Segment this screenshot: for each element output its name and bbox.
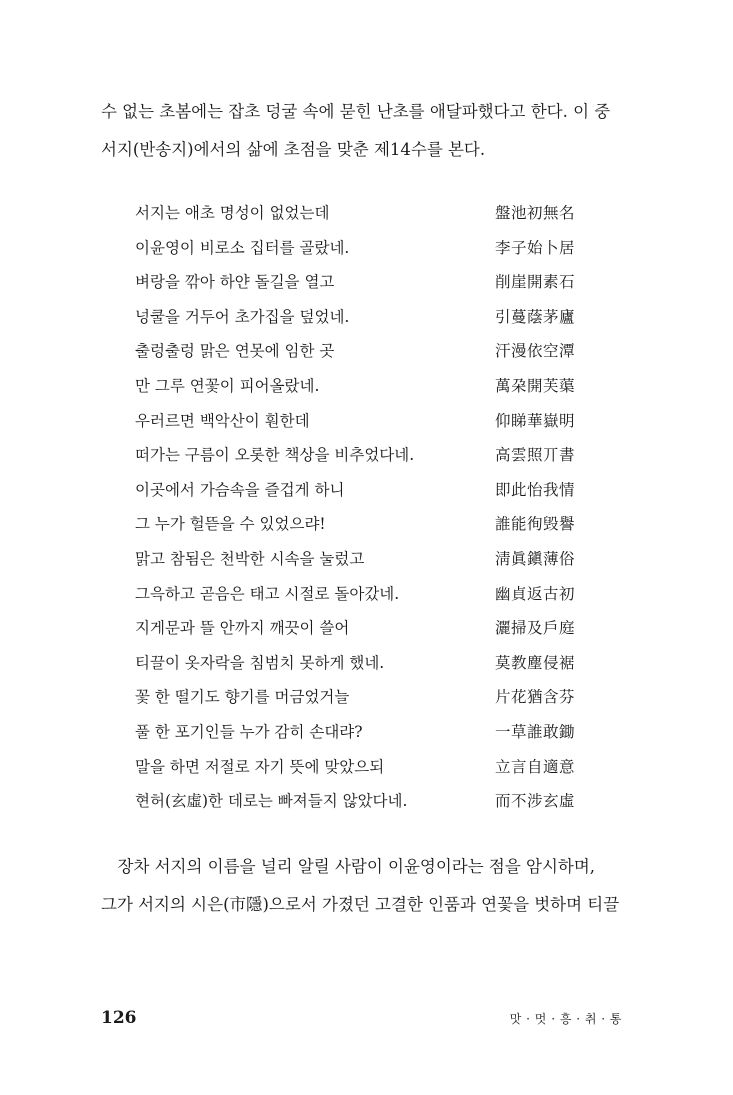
poem-hanja-text: 片花猶含芬 <box>494 688 575 707</box>
poem-korean-text: 그윽하고 곧음은 태고 시절로 돌아갔네. <box>135 584 400 603</box>
poem-hanja-text: 仰睇華嶽明 <box>494 411 575 430</box>
poem-korean-text: 벼랑을 깎아 하얀 돌길을 열고 <box>135 273 335 292</box>
poem-korean-text: 지게문과 뜰 안까지 깨끗이 쓸어 <box>135 619 350 638</box>
poem-line <box>135 611 575 646</box>
poem-hanja-text: 灑掃及戶庭 <box>494 619 575 638</box>
paragraph-bottom <box>101 848 625 924</box>
poem-korean-text: 현허(玄虛)한 데로는 빠져들지 않았다네. <box>135 792 408 811</box>
poem-korean-text: 티끌이 옷자락을 침범치 못하게 했네. <box>135 653 385 672</box>
poem-korean-text: 우러르면 백악산이 훤한데 <box>135 411 310 430</box>
poem-line <box>135 196 575 231</box>
poem-korean-text: 그 누가 헐뜯을 수 있었으랴! <box>135 515 326 534</box>
paragraph-line: 수 없는 초봄에는 잡초 덩굴 속에 묻힌 난초를 애달파했다고 한다. 이 중 <box>101 102 611 121</box>
poem-korean-text: 풀 한 포기인들 누가 감히 손대랴? <box>135 722 363 741</box>
poem-line <box>135 404 575 439</box>
poem-line <box>135 438 575 473</box>
poem-line <box>135 680 575 715</box>
poem-hanja-text: 李子始卜居 <box>494 238 575 257</box>
poem-korean-text: 서지는 애초 명성이 없었는데 <box>135 204 330 222</box>
poem-line <box>135 507 575 542</box>
poem-korean-text: 꽃 한 떨기도 향기를 머금었거늘 <box>135 688 350 707</box>
poem-line <box>135 577 575 612</box>
poem-line <box>135 265 575 300</box>
paragraph-top <box>101 93 625 169</box>
poem-hanja-text: 盤池初無名 <box>494 204 575 222</box>
poem-line <box>135 715 575 750</box>
poem-hanja-text: 萬朶開芙蕖 <box>494 376 575 395</box>
poem-line <box>135 784 575 819</box>
poem-hanja-text: 立言自適意 <box>494 757 575 776</box>
poem-korean-text: 맑고 참됨은 천박한 시속을 눌렀고 <box>135 549 365 568</box>
paragraph-line: 그가 서지의 시은(市隱)으로서 가졌던 고결한 인품과 연꽃을 벗하며 티끌 <box>101 895 620 914</box>
poem-hanja-text: 汗漫依空潭 <box>494 342 575 361</box>
paragraph-line: 서지(반송지)에서의 삶에 초점을 맞춘 제14수를 본다. <box>101 140 486 159</box>
poem-hanja-text: 即此怡我情 <box>494 480 575 499</box>
poem-korean-text: 떠가는 구름이 오롯한 책상을 비추었다네. <box>135 446 415 465</box>
poem-hanja-text: 高雲照丌書 <box>494 446 575 465</box>
poem-korean-text: 넝쿨을 거두어 초가집을 덮었네. <box>135 307 350 326</box>
poem-hanja-text: 莫教塵侵裾 <box>494 653 575 672</box>
page-number: 126 <box>101 1008 137 1028</box>
poem-hanja-text: 幽貞返古初 <box>494 584 575 603</box>
poem-line <box>135 646 575 681</box>
poem-korean-text: 말을 하면 저절로 자기 뜻에 맞았으되 <box>135 757 385 776</box>
poem-korean-text: 이윤영이 비로소 집터를 골랐네. <box>135 238 350 257</box>
poem-line <box>135 473 575 508</box>
poem-hanja-text: 一草誰敢鋤 <box>494 722 575 741</box>
poem-line <box>135 369 575 404</box>
poem-line <box>135 231 575 266</box>
poem-line <box>135 750 575 785</box>
paragraph-line: 장차 서지의 이름을 널리 알릴 사람이 이윤영이라는 점을 암시하며, <box>101 857 596 876</box>
poem-hanja-text: 誰能徇毁譽 <box>494 515 575 534</box>
poem-hanja-text: 削崖開素石 <box>494 273 575 292</box>
poem-hanja-text: 而不涉玄虛 <box>494 792 575 811</box>
poem-korean-text: 출렁출렁 맑은 연못에 임한 곳 <box>135 342 335 361</box>
poem-line <box>135 300 575 335</box>
running-head: 맛 · 멋 · 흥 · 취 · 통 <box>509 1012 622 1026</box>
poem-line <box>135 542 575 577</box>
poem-korean-text: 만 그루 연꽃이 피어올랐네. <box>135 376 320 395</box>
poem-block <box>135 196 575 819</box>
poem-line <box>135 334 575 369</box>
poem-hanja-text: 引蔓蔭茅廬 <box>494 307 575 326</box>
poem-korean-text: 이곳에서 가슴속을 즐겁게 하니 <box>135 480 345 499</box>
poem-hanja-text: 淸眞鎭薄俗 <box>494 549 575 568</box>
